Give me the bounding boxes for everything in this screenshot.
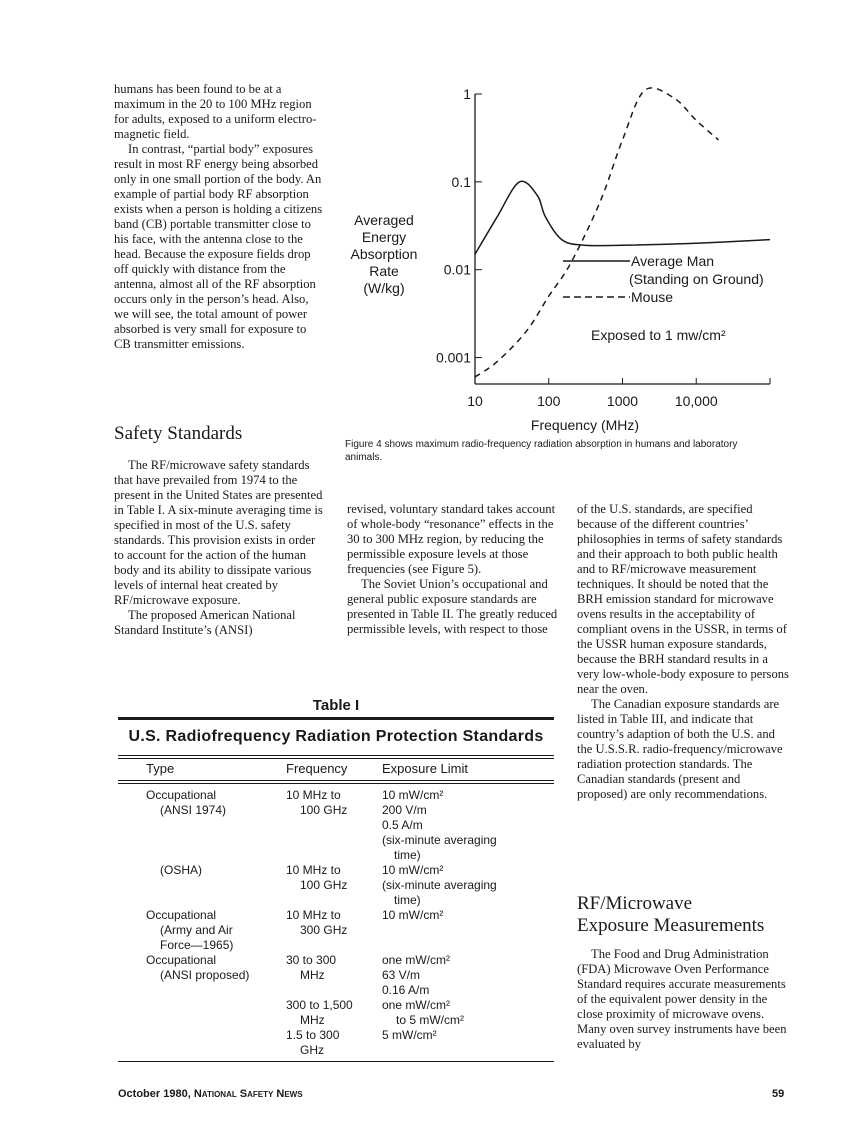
legend-label: Average Man xyxy=(631,253,715,269)
footer-citation xyxy=(118,1088,303,1100)
frequency-cell: 10 MHz to xyxy=(286,788,341,802)
limit-cell: time) xyxy=(394,893,421,907)
paragraph: In contrast, “partial body” exposures result in most RF energy being absorbed only in one small portion of the body. An example of partial body RF absorption exists when a person is holding a citizens band (CB) portable transmitter close to his face, with the antenna close to the head. Because the exposure fields drop off quickly with distance from the antenna, almost all of the RF absorption occurs only in the person’s head. Also, we will see, the total amount of power absorbed is very small for exposure to CB transmitter emissions. xyxy=(114,142,323,351)
limit-cell: (six-minute averaging xyxy=(382,833,497,847)
frequency-cell: 1.5 to 300 xyxy=(286,1028,340,1042)
table-label: Table I xyxy=(312,697,360,714)
type-cell: Occupational xyxy=(146,953,217,967)
limit-cell: 5 mW/cm² xyxy=(382,1028,437,1042)
y-axis-label-line: (W/kg) xyxy=(363,280,405,296)
frequency-cell: GHz xyxy=(300,1043,324,1057)
column-1-bottom xyxy=(114,458,324,638)
paragraph: revised, voluntary standard takes account of whole-body “resonance” effects in the 30 to 300 MHz region, by reducing the permissible exposure levels at those frequencies (see Figure 5). xyxy=(347,502,556,576)
heading-line: RF/Microwave xyxy=(577,893,693,914)
type-cell: Occupational xyxy=(146,788,217,802)
column-header: Type xyxy=(146,761,175,776)
type-cell: (Army and Air xyxy=(160,923,233,937)
heading-line: Exposure Measurements xyxy=(577,915,765,936)
type-cell: Occupational xyxy=(146,908,217,922)
y-tick-label: 0.01 xyxy=(443,261,471,278)
frequency-cell: 100 GHz xyxy=(300,803,348,817)
frequency-cell: MHz xyxy=(300,968,325,982)
limit-cell: time) xyxy=(394,848,421,862)
limit-cell: 0.16 A/m xyxy=(382,983,430,997)
y-axis-label xyxy=(351,212,418,296)
frequency-cell: 300 to 1,500 xyxy=(286,998,353,1012)
type-cell: (ANSI 1974) xyxy=(160,803,227,817)
column-header: Frequency xyxy=(286,761,348,776)
paragraph: The RF/microwave safety standards that have prevailed from 1974 to the present in the United States are presented in Table I. A six-minute averaging time is specified in most of the U.S. safety standards. This provision exists in order to account for the action of the human body and its ability to dissipate various levels of internal heat created by RF/microwave exposure. xyxy=(114,458,323,607)
section-heading-rf xyxy=(577,893,764,937)
limit-cell: 10 mW/cm² xyxy=(382,788,444,802)
y-axis-label-line: Rate xyxy=(369,263,399,279)
paragraph: The Soviet Union’s occupational and general public exposure standards are presented in Table II. The greatly reduced permissible levels, with respect to those xyxy=(347,577,558,636)
paragraph: The Canadian exposure standards are listed in Table III, and indicate that country’s adaption of both the U.S. and the U.S.S.R. radio-frequency/microwave radiation protection standards. The Canadian standards (present and proposed) are only recommendations. xyxy=(577,697,783,801)
limit-cell: (six-minute averaging xyxy=(382,878,497,892)
table-rule xyxy=(118,755,554,756)
column-1-top xyxy=(114,82,324,352)
frequency-cell: 10 MHz to xyxy=(286,863,341,877)
table-rule xyxy=(118,758,554,759)
y-tick-label: 0.001 xyxy=(435,349,471,366)
page-number: 59 xyxy=(772,1088,785,1100)
x-axis-label: Frequency (MHz) xyxy=(530,417,640,433)
table-rule xyxy=(118,780,554,781)
type-cell: (ANSI proposed) xyxy=(160,968,250,982)
paragraph: The proposed American National Standard Institute’s (ANSI) xyxy=(114,608,296,637)
limit-cell: one mW/cm² xyxy=(382,998,451,1012)
paragraph: humans has been found to be at a maximum in the 20 to 100 MHz region for adults, exposed to a uniform electro-magnetic field. xyxy=(114,82,317,141)
x-tick-label: 10 xyxy=(467,393,483,409)
paragraph: of the U.S. standards, are specified because of the different countries’ philosophies in terms of safety standards and their approach to both public health and to RF/microwave measurement techniques. It should be noted that the BRH emission standard for microwave ovens results in the acceptability of compliant ovens in the USSR, in terms of the USSR human exposure standards, because the BRH standard results in a very low-whole-body exposure to persons near the oven. xyxy=(577,502,789,696)
legend-label: (Standing on Ground) xyxy=(629,271,764,287)
frequency-cell: 300 GHz xyxy=(300,923,348,937)
footer-publication: National Safety News xyxy=(193,1088,303,1100)
type-cell: (OSHA) xyxy=(160,863,202,877)
y-axis-label-line: Averaged xyxy=(354,212,414,228)
y-axis-label-line: Absorption xyxy=(350,246,418,262)
x-tick-label: 100 xyxy=(537,393,561,409)
column-header: Exposure Limit xyxy=(382,761,468,776)
paragraph: The Food and Drug Administration (FDA) Microwave Oven Performance Standard requires accurate measurements of the equivalent power density in the close proximity of microwave ovens. Many oven survey instruments have been evaluated by xyxy=(577,947,787,1051)
column-3-top xyxy=(577,502,789,802)
limit-cell: 0.5 A/m xyxy=(382,818,423,832)
frequency-cell: MHz xyxy=(300,1013,325,1027)
x-tick-label: 1000 xyxy=(606,393,639,409)
column-3-bottom xyxy=(577,947,789,1052)
limit-cell: to 5 mW/cm² xyxy=(396,1013,464,1027)
frequency-cell: 10 MHz to xyxy=(286,908,341,922)
legend-label: Mouse xyxy=(631,289,674,305)
absorption-chart xyxy=(340,72,790,436)
exposure-annotation: Exposed to 1 mw/cm² xyxy=(591,327,726,343)
limit-cell: 10 mW/cm² xyxy=(382,908,444,922)
series-line-average-man xyxy=(475,181,770,254)
limit-cell: 63 V/m xyxy=(382,968,421,982)
table-top-rule xyxy=(118,717,554,720)
table-rule xyxy=(118,783,554,784)
x-tick-label: 10,000 xyxy=(674,393,718,409)
y-tick-label: 0.1 xyxy=(451,173,471,190)
y-tick-label: 1 xyxy=(463,86,471,102)
table-bottom-rule xyxy=(118,1061,554,1062)
frequency-cell: 30 to 300 xyxy=(286,953,337,967)
limit-cell: 10 mW/cm² xyxy=(382,863,444,877)
column-2 xyxy=(347,502,559,637)
type-cell: Force—1965) xyxy=(160,938,234,952)
figure-caption: Figure 4 shows maximum radio-frequency radiation absorption in humans and laboratory animals. xyxy=(345,439,738,463)
frequency-cell: 100 GHz xyxy=(300,878,348,892)
section-heading-safety: Safety Standards xyxy=(114,423,243,444)
footer-date: October 1980, xyxy=(118,1088,191,1100)
limit-cell: one mW/cm² xyxy=(382,953,451,967)
limit-cell: 200 V/m xyxy=(382,803,427,817)
table-title: U.S. Radiofrequency Radiation Protection Standards xyxy=(128,728,544,745)
y-axis-label-line: Energy xyxy=(361,229,407,245)
